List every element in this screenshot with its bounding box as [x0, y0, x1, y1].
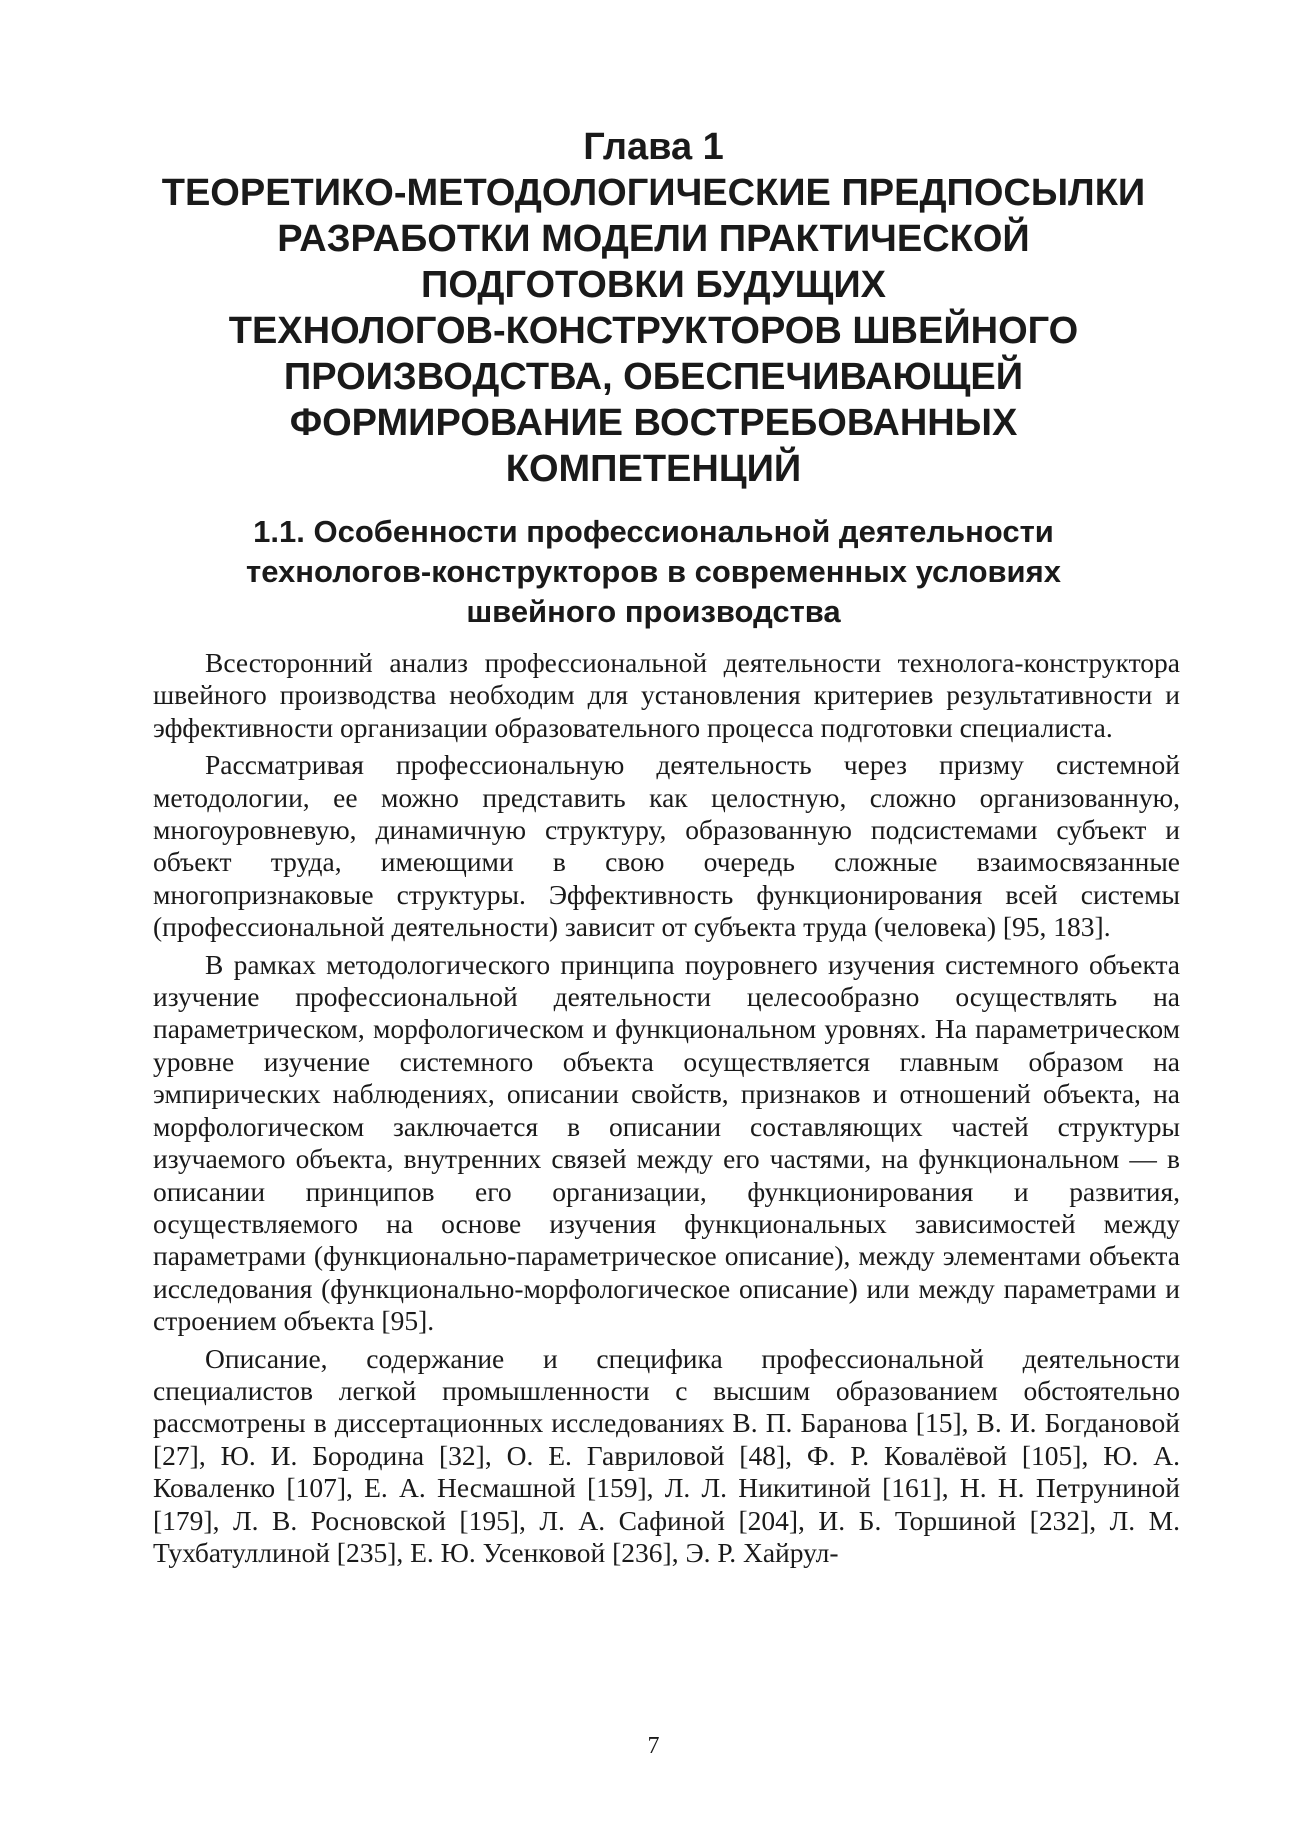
paragraph: В рамках методологического принципа поуровнего изучения системного объекта изучение профессиональной деятельности целесообразно осуществлять на параметрическом, морфологическом и функциональном уровнях. На параметрическом уровне изучение системного объекта осуществляется главным образом на эмпирических наблюдениях, описании свойств, признаков и отношений объекта, на морфологическом заключается в описании составляющих частей структуры изучаемого объекта, внутренних связей между его частями, на функциональном — в описании принципов его организации, функционирования и развития, осуществляемого на основе изучения функциональных зависимостей между параметрами (функционально-параметрическое описание), между элементами объекта исследования (функционально-морфологическое описание) или между параметрами и строением объекта [95]. [153, 948, 1180, 1337]
chapter-title-line: ТЕХНОЛОГОВ-КОНСТРУКТОРОВ ШВЕЙНОГО [228, 310, 1079, 352]
chapter-title-line: ПОДГОТОВКИ БУДУЩИХ [421, 264, 886, 306]
page-number: 7 [647, 1733, 660, 1759]
chapter-heading [120, 124, 1187, 492]
chapter-title-line: ПРОИЗВОДСТВА, ОБЕСПЕЧИВАЮЩЕЙ [283, 356, 1024, 398]
paragraph: Всесторонний анализ профессиональной деятельности технолога-конструктора швейного производства необходим для установления критериев результативности и эффективности организации образовательного процесса подготовки специалиста. [153, 647, 1180, 743]
paragraph: Рассматривая профессиональную деятельность через призму системной методологии, ее можно представить как целостную, сложно организованную, многоуровневую, динамичную структуру, образованную подсистемами субъект и объект труда, имеющими в свою очередь сложные взаимосвязанные многопризнаковые структуры. Эффективность функционирования всей системы (профессиональной деятельности) зависит от субъекта труда (человека) [95, 183]. [153, 749, 1180, 943]
chapter-title-line: РАЗРАБОТКИ МОДЕЛИ ПРАКТИЧЕСКОЙ [277, 218, 1030, 260]
chapter-title-line: ТЕОРЕТИКО-МЕТОДОЛОГИЧЕСКИЕ ПРЕДПОСЫЛКИ [161, 172, 1146, 214]
section-title-line: технологов-конструкторов в современных условиях [246, 554, 1061, 589]
paragraph: Описание, содержание и специфика профессиональной деятельности специалистов легкой промышленности с высшим образованием обстоятельно рассмотрены в диссертационных исследованиях В. П. Баранова [15], В. И. Богдановой [27], Ю. И. Бородина [32], О. Е. Гавриловой [48], Ф. Р. Ковалёвой [105], Ю. А. Коваленко [107], Е. А. Несмашной [159], Л. Л. Никитиной [161], Н. Н. Петруниной [179], Л. В. Росновской [195], Л. А. Сафиной [204], И. Б. Торшиной [232], Л. М. Тухбатуллиной [235], Е. Ю. Усенковой [236], Э. Р. Хайрул- [153, 1342, 1180, 1568]
chapter-title-line: КОМПЕТЕНЦИЙ [505, 448, 802, 490]
chapter-title [120, 170, 1187, 492]
section-heading [150, 512, 1157, 632]
section-title-line: 1.1. Особенности профессиональной деятельности [253, 514, 1054, 549]
chapter-label: Глава 1 [583, 126, 724, 168]
body-text [153, 647, 1180, 1574]
section-title-line: швейного производства [466, 594, 841, 629]
chapter-title-line: ФОРМИРОВАНИЕ ВОСТРЕБОВАННЫХ [289, 402, 1018, 444]
